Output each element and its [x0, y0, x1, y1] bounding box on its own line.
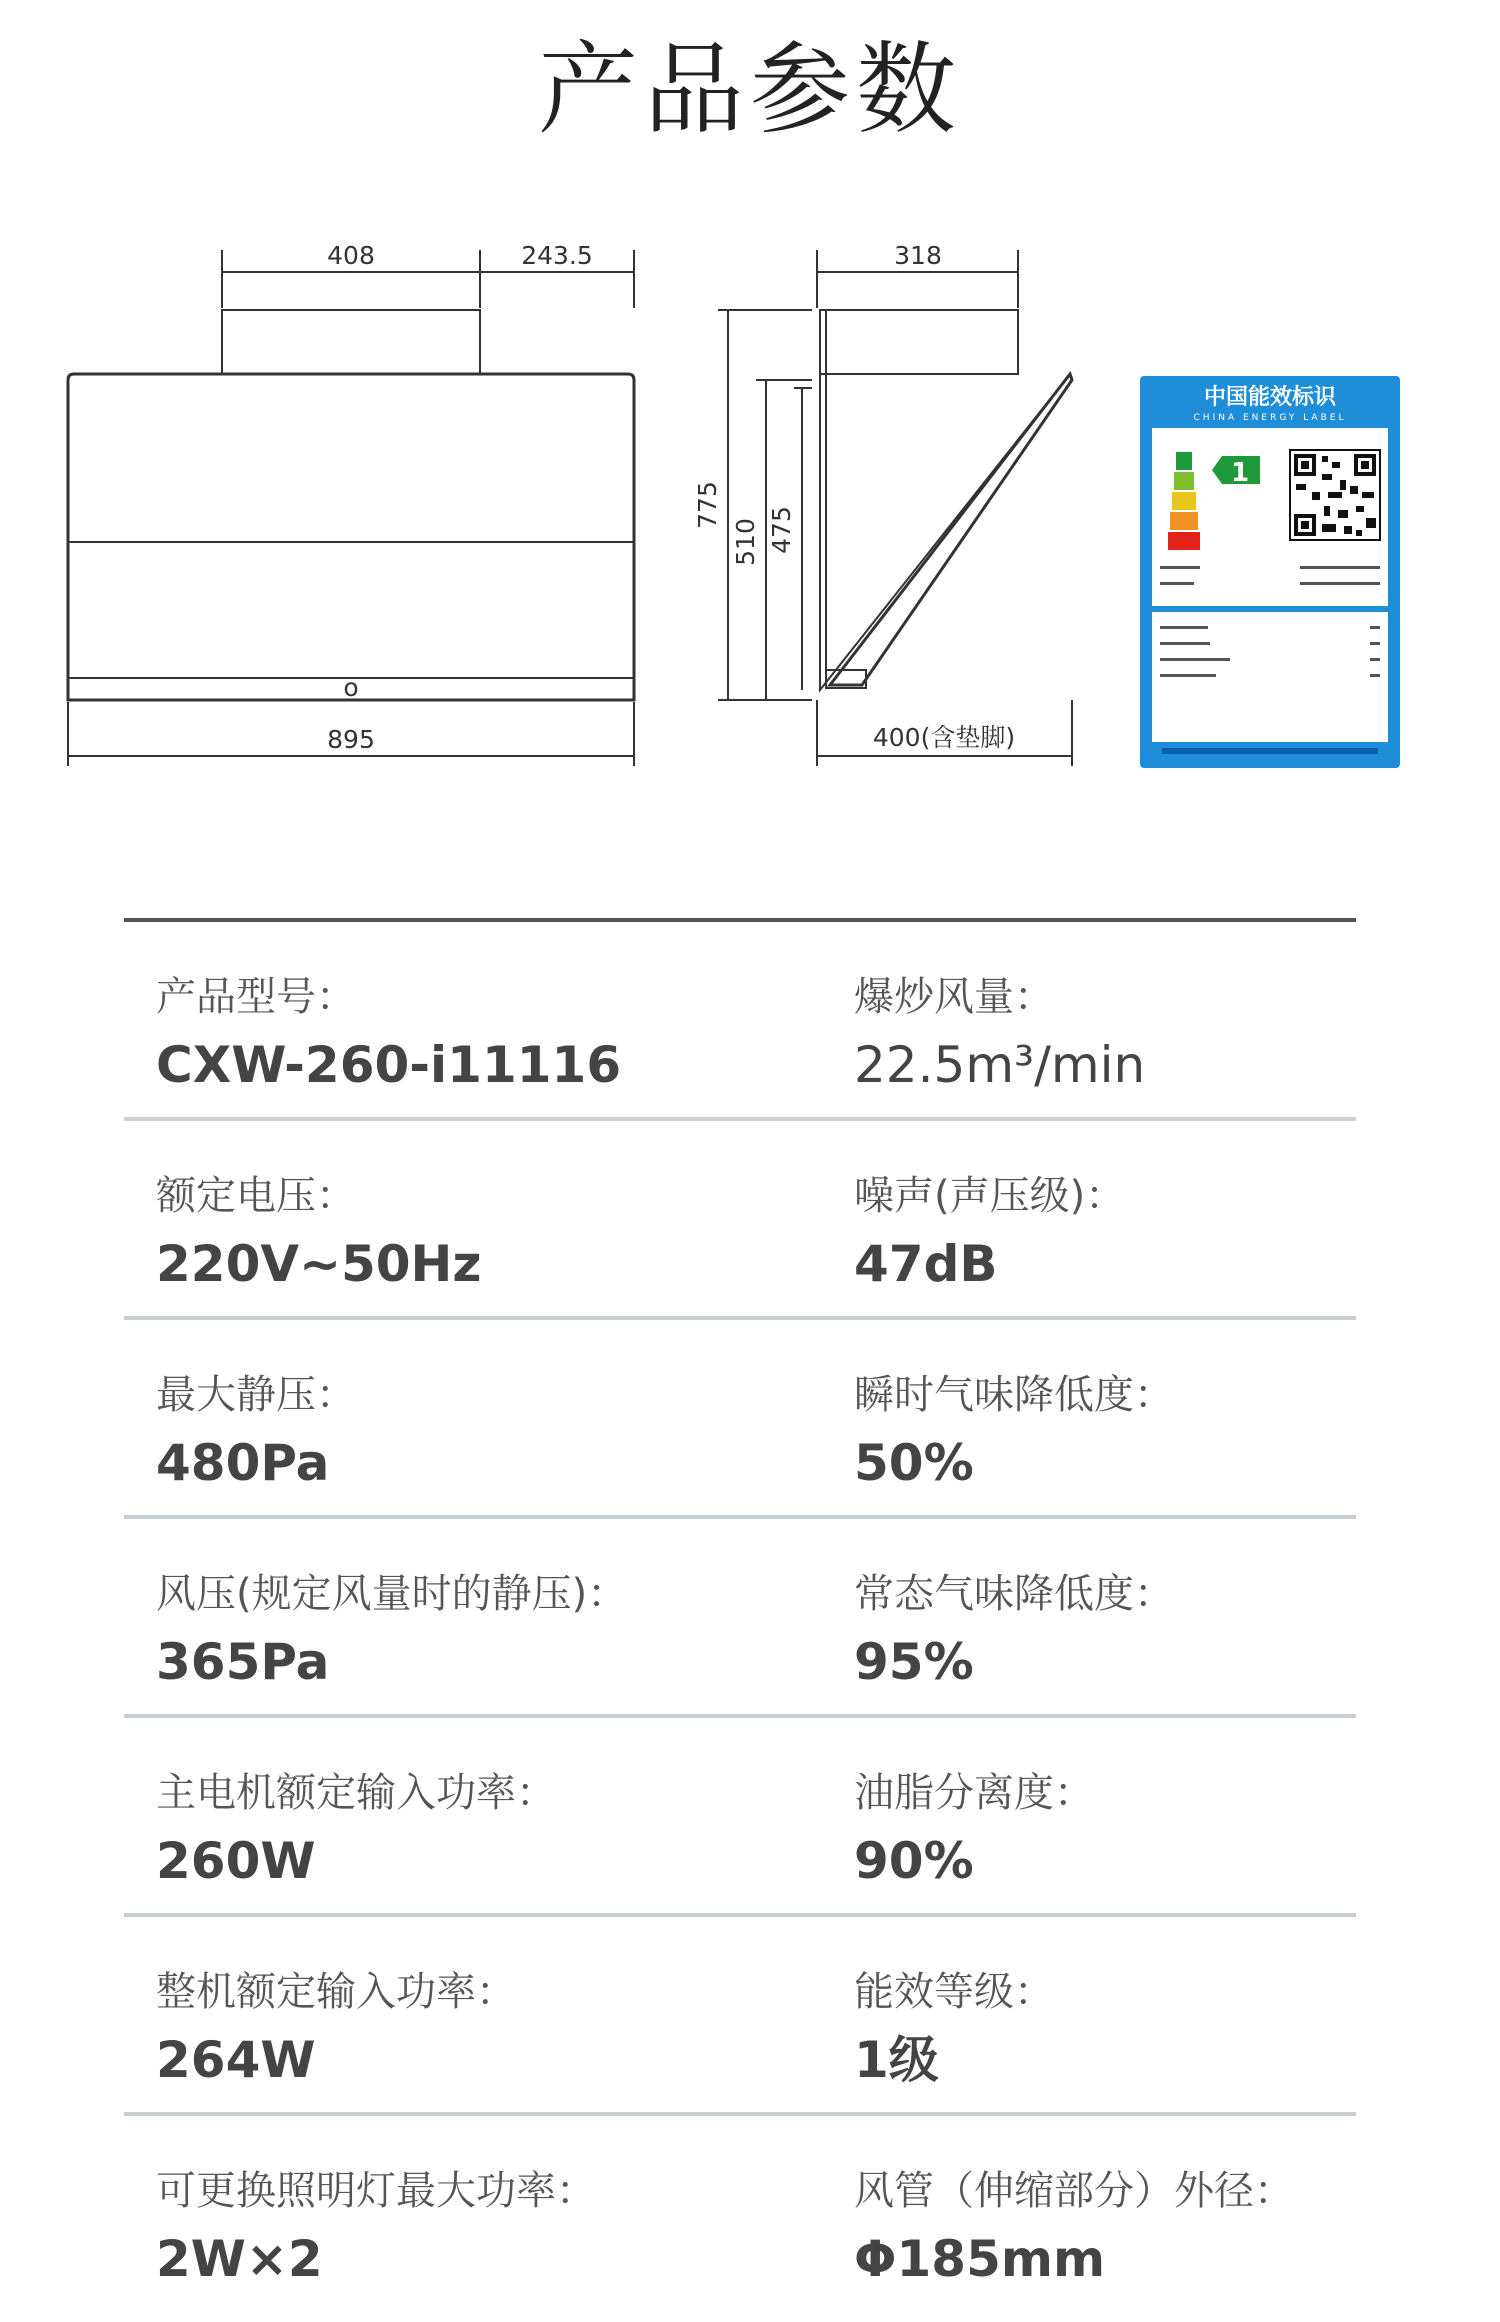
spec-noise — [854, 1171, 1125, 1299]
qr-code-icon — [1290, 450, 1380, 540]
spec-voltage — [156, 1171, 482, 1299]
spec-label: 主电机额定输入功率： — [156, 1770, 556, 1816]
spec-grease-separation — [854, 1768, 1094, 1896]
dim-offset: 243.5 — [521, 241, 593, 270]
spec-wind-pressure — [156, 1569, 627, 1697]
spec-row — [124, 1718, 1356, 1917]
spec-value: 90% — [854, 1832, 974, 1890]
spec-airflow — [854, 972, 1145, 1100]
spec-lamp-power — [156, 2166, 596, 2294]
spec-row — [124, 922, 1356, 1121]
spec-value: 95% — [854, 1633, 974, 1691]
spec-label: 整机额定输入功率： — [156, 1969, 516, 2015]
spec-duct-diameter — [854, 2166, 1294, 2294]
spec-row — [124, 1320, 1356, 1519]
spec-total-power — [156, 1967, 516, 2095]
spec-value: 50% — [854, 1434, 974, 1492]
energy-label — [1140, 376, 1400, 768]
spec-label: 常态气味降低度： — [854, 1571, 1174, 1617]
spec-value: 365Pa — [156, 1633, 330, 1691]
spec-value: 22.5m³/min — [854, 1036, 1146, 1094]
spec-value: 2W×2 — [156, 2230, 323, 2288]
spec-value: 260W — [156, 1832, 316, 1890]
spec-model — [156, 972, 621, 1100]
energy-label-subtitle: CHINA ENERGY LABEL — [1193, 413, 1347, 423]
dim-top-width: 408 — [327, 241, 375, 270]
spec-label: 风管（伸缩部分）外径： — [854, 2168, 1294, 2214]
dim-height-glass: 475 — [767, 506, 796, 554]
spec-value: 480Pa — [156, 1434, 330, 1492]
energy-grade: 1 — [1230, 458, 1250, 488]
spec-row — [124, 1917, 1356, 2116]
spec-row — [124, 2116, 1356, 2311]
dim-depth-bottom: 400(含垫脚) — [872, 723, 1016, 752]
spec-label: 额定电压： — [156, 1173, 356, 1219]
spec-instant-odor-reduction — [854, 1370, 1174, 1498]
spec-label: 能效等级： — [854, 1969, 1054, 2015]
spec-label: 最大静压： — [156, 1372, 356, 1418]
spec-value: Φ185mm — [854, 2230, 1106, 2288]
page-title: 产品参数 — [538, 31, 962, 148]
spec-motor-power — [156, 1768, 556, 1896]
spec-table — [124, 918, 1356, 2311]
spec-label: 可更换照明灯最大功率： — [156, 2168, 596, 2214]
spec-energy-grade — [854, 1967, 1054, 2095]
spec-label: 产品型号： — [156, 974, 356, 1020]
spec-label: 爆炒风量： — [854, 974, 1054, 1020]
button-mark: o — [343, 673, 359, 702]
spec-row — [124, 1519, 1356, 1718]
energy-label-title: 中国能效标识 — [1203, 385, 1337, 410]
dim-height-total: 775 — [693, 481, 722, 529]
dim-total-width: 895 — [327, 725, 375, 754]
spec-row — [124, 1121, 1356, 1320]
dimension-diagram — [0, 230, 1500, 790]
spec-label: 噪声(声压级)： — [854, 1173, 1126, 1219]
spec-value: 47dB — [854, 1235, 998, 1293]
spec-max-static-pressure — [156, 1370, 356, 1498]
spec-label: 风压(规定风量时的静压)： — [156, 1571, 628, 1617]
spec-normal-odor-reduction — [854, 1569, 1174, 1697]
dim-height-panel: 510 — [731, 518, 760, 566]
spec-value: 1级 — [854, 2031, 939, 2089]
spec-value: 220V~50Hz — [156, 1235, 482, 1293]
spec-value: 264W — [156, 2031, 316, 2089]
spec-label: 瞬时气味降低度： — [854, 1372, 1174, 1418]
dim-depth-top: 318 — [894, 241, 942, 270]
spec-value: CXW-260-i11116 — [156, 1036, 622, 1094]
spec-label: 油脂分离度： — [854, 1770, 1094, 1816]
